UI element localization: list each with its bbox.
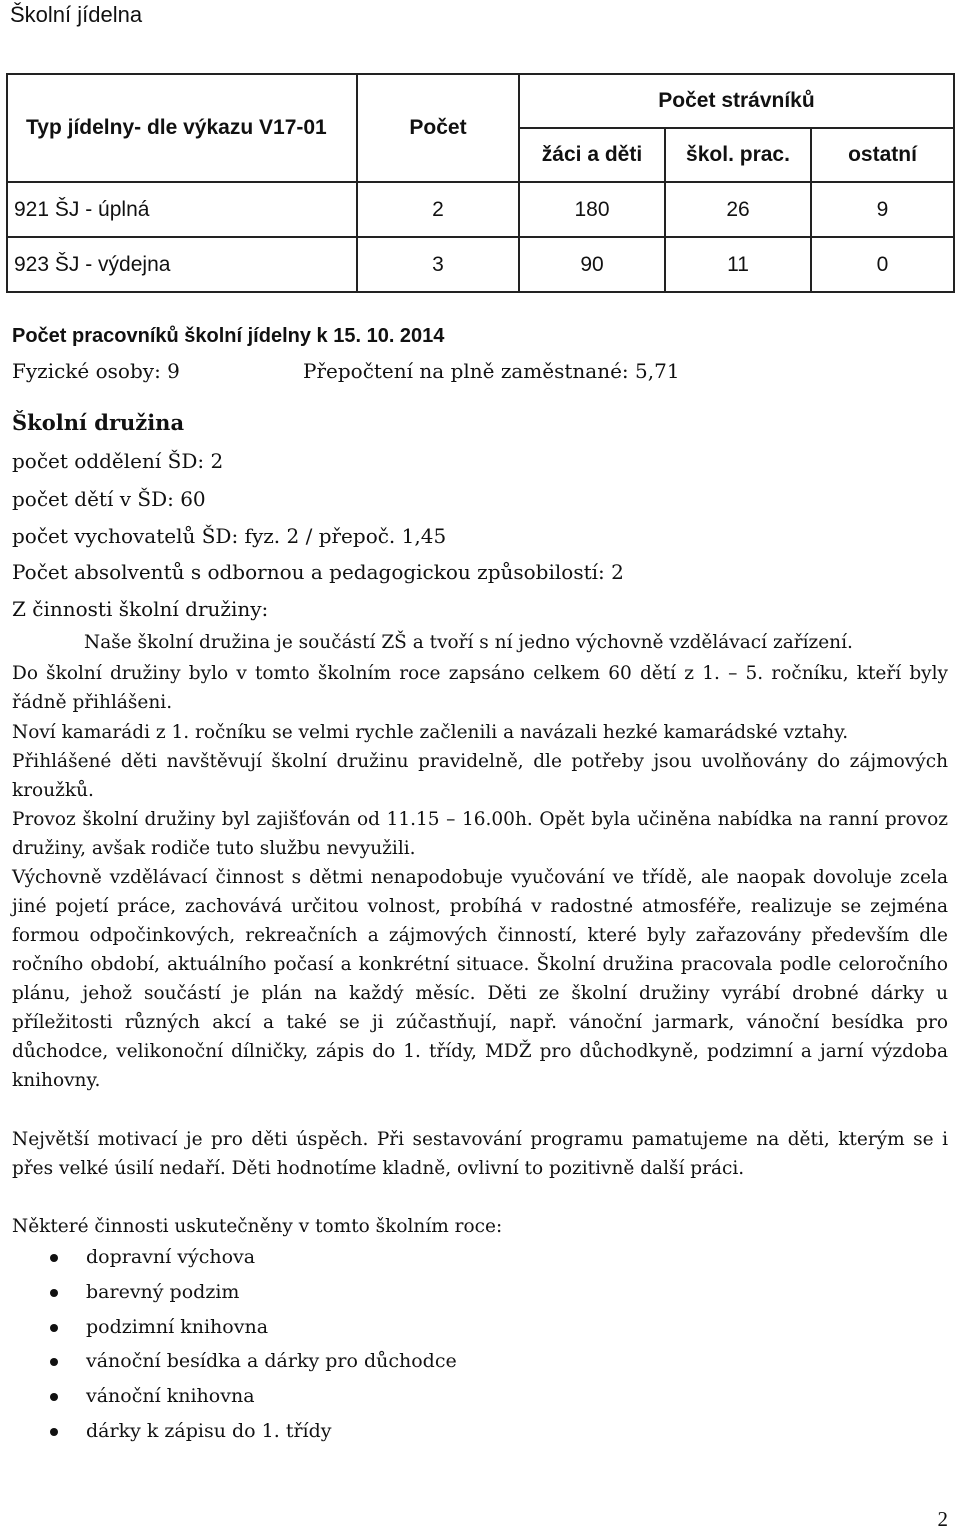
workers-heading: Počet pracovníků školní jídelny k 15. 10. 2014 bbox=[12, 325, 445, 347]
cell-count: 3 bbox=[357, 237, 519, 292]
cell-ostatni: 9 bbox=[811, 182, 954, 237]
sd-educators: počet vychovatelů ŠD: fyz. 2 / přepoč. 1,45 bbox=[12, 524, 447, 548]
cell-type: 923 ŠJ - výdejna bbox=[7, 237, 357, 292]
paragraph-6: Výchovně vzdělávací činnost s dětmi nenapodobuje vyučování ve třídě, ale naopak dovoluje zcela jiné pojetí práce, zachovává určitou volnost, probíhá v radostné atmosféře, realizuje se zejména formou odpočinkových, rekreačních a zájmových činností, které byly zařazovány především dle ročního období, aktuálního počasí a konkrétní situace. Školní družina pracovala podle celoročního plánu, jehož součástí je plán na každý měsíc. Děti ze školní družiny vyrábí drobné dárky u příležitosti různých akcí a také se ji zúčastňují, např. vánoční jarmark, vánoční besídka pro důchodce, velikonoční dílničky, zápis do 1. třídy, MDŽ pro důchodkyně, podzimní a jarní výzdoba knihovny. bbox=[12, 867, 948, 1091]
canteen-table bbox=[6, 73, 955, 293]
paragraph-2: Do školní družiny bylo v tomto školním roce zapsáno celkem 60 dětí z 1. – 5. ročníku, kteří byly řádně přihlášeni. bbox=[12, 663, 948, 713]
table-row bbox=[7, 237, 954, 292]
list-item: podzimní knihovna bbox=[12, 1310, 457, 1345]
sd-graduates: Počet absolventů s odbornou a pedagogickou způsobilostí: 2 bbox=[12, 560, 624, 584]
bullet-icon bbox=[50, 1358, 58, 1366]
activities-list bbox=[12, 1240, 457, 1449]
list-item: vánoční besídka a dárky pro důchodce bbox=[12, 1344, 457, 1379]
page-title: Školní jídelna bbox=[10, 2, 143, 27]
sd-departments: počet oddělení ŠD: 2 bbox=[12, 449, 224, 473]
bullet-icon bbox=[50, 1254, 58, 1262]
paragraph-3: Noví kamarádi z 1. ročníku se velmi rychle začlenili a navázali hezké kamarádské vztahy. bbox=[12, 722, 849, 743]
bullet-icon bbox=[50, 1324, 58, 1332]
header-strav: Počet strávníků bbox=[519, 74, 954, 128]
paragraph-7: Největší motivací je pro děti úspěch. Při sestavování programu pamatujeme na děti, kterým se i přes velké úsilí nedaří. Děti hodnotíme kladně, ovlivní to pozitivně další práci. bbox=[12, 1129, 948, 1179]
bullet-icon bbox=[50, 1393, 58, 1401]
cell-ostatni: 0 bbox=[811, 237, 954, 292]
header-count: Počet bbox=[357, 74, 519, 182]
cell-zaci: 180 bbox=[519, 182, 665, 237]
page-number: 2 bbox=[937, 1507, 948, 1531]
subheader-ostatni: ostatní bbox=[811, 128, 954, 182]
cell-prac: 11 bbox=[665, 237, 811, 292]
bullet-icon bbox=[50, 1289, 58, 1297]
cell-zaci: 90 bbox=[519, 237, 665, 292]
table-row bbox=[7, 182, 954, 237]
header-type: Typ jídelny- dle výkazu V17-01 bbox=[7, 74, 357, 182]
list-item: dopravní výchova bbox=[12, 1240, 457, 1275]
list-heading: Některé činnosti uskutečněny v tomto školním roce: bbox=[12, 1216, 503, 1237]
sd-heading: Školní družina bbox=[12, 410, 185, 435]
cell-count: 2 bbox=[357, 182, 519, 237]
list-item: dárky k zápisu do 1. třídy bbox=[12, 1414, 457, 1449]
workers-physical: Fyzické osoby: 9 bbox=[12, 359, 180, 383]
paragraph-4: Přihlášené děti navštěvují školní družinu pravidelně, dle potřeby jsou uvolňovány do zájmových kroužků. bbox=[12, 751, 948, 801]
cell-type: 921 ŠJ - úplná bbox=[7, 182, 357, 237]
bullet-icon bbox=[50, 1428, 58, 1436]
subheader-zaci: žáci a děti bbox=[519, 128, 665, 182]
subheader-prac: škol. prac. bbox=[665, 128, 811, 182]
paragraph-1: Naše školní družina je součástí ZŠ a tvoří s ní jedno výchovně vzdělávací zařízení. bbox=[84, 632, 853, 653]
workers-converted: Přepočtení na plně zaměstnané: 5,71 bbox=[303, 359, 680, 383]
sd-children: počet dětí v ŠD: 60 bbox=[12, 487, 206, 511]
cell-prac: 26 bbox=[665, 182, 811, 237]
sd-activities-heading: Z činnosti školní družiny: bbox=[12, 597, 269, 621]
list-item: barevný podzim bbox=[12, 1275, 457, 1310]
list-item: vánoční knihovna bbox=[12, 1379, 457, 1414]
paragraph-5: Provoz školní družiny byl zajišťován od 11.15 – 16.00h. Opět byla učiněna nabídka na ranní provoz družiny, avšak rodiče tuto službu nevyužili. bbox=[12, 809, 948, 859]
